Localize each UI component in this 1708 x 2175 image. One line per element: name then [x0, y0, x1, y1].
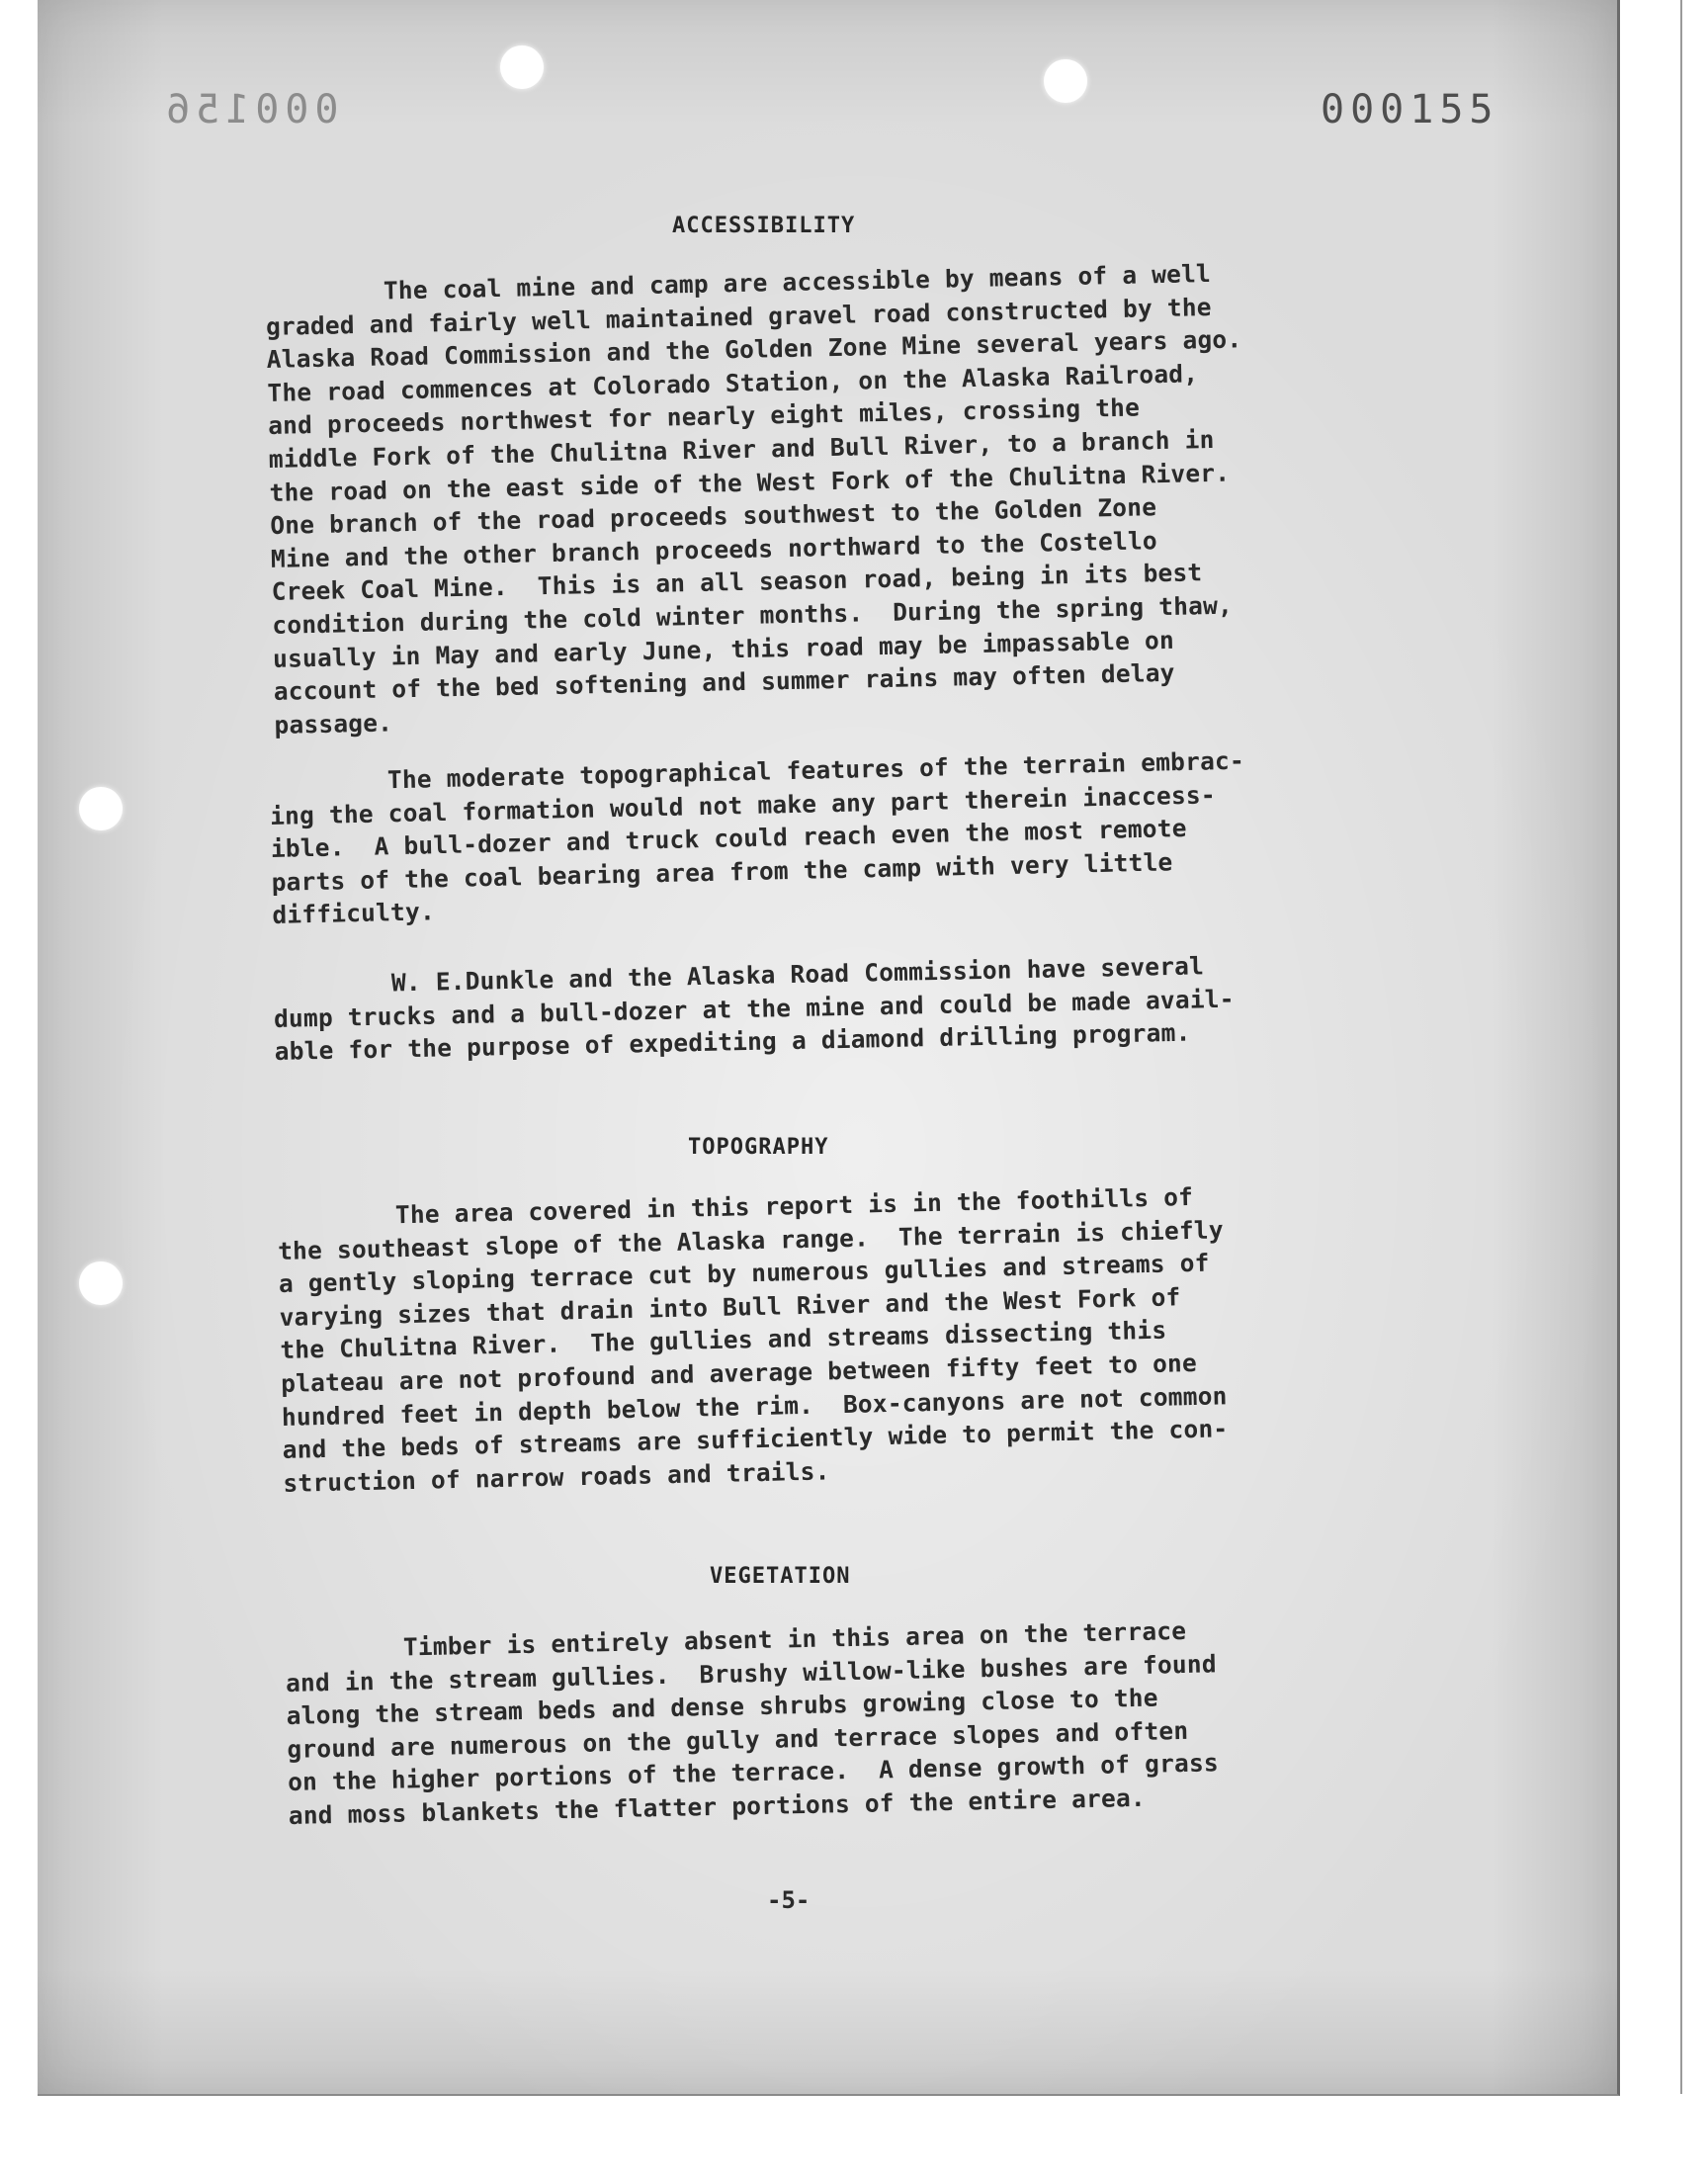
- paragraph-accessibility-2: The moderate topographical features of the terrain embrac- ing the coal formation would not make any part therein inaccess- ible. A bull-dozer and truck could reach even the most remote parts of the coal bearing area from the camp with very little difficulty.: [269, 745, 1245, 930]
- paragraph-topography: The area covered in this report is in the foothills of the southeast slope of the Alaska range. The terrain is chiefly a gently sloping terrace cut by numerous gullies and streams of varying sizes that drain into Bull River and the West Fork of the Chulitna River. The gullies and streams dissecting this plateau are not profound and average between fifty feet to one hundred feet in depth below the rim. Box-canyons are not common and the beds of streams are sufficiently wide to permit the con- struction of narrow roads and trails.: [277, 1181, 1229, 1498]
- page-edge-divider: [1680, 0, 1682, 2094]
- heading-topography: TOPOGRAPHY: [688, 1135, 829, 1160]
- page-serial-number: 000155: [1321, 87, 1499, 132]
- paragraph-vegetation: Timber is entirely absent in this area on the terrace and in the stream gullies. Brushy willow-like bushes are found along the stream beds and dense shrubs growing close to the ground are numerous on the gully and terrace slopes and often on the higher portions of the terrace. A dense growth of grass and moss blankets the flatter portions of the entire area.: [285, 1615, 1220, 1830]
- paragraph-accessibility-3: W. E.Dunkle and the Alaska Road Commission have several dump trucks and a bull-dozer at the mine and could be made avail- able for the purpose of expediting a diamond drilling program.: [273, 951, 1235, 1067]
- heading-accessibility: ACCESSIBILITY: [672, 214, 856, 238]
- bleed-through-page-number: 000156: [160, 87, 339, 132]
- punch-hole-low-left: [79, 1262, 123, 1305]
- heading-vegetation: VEGETATION: [710, 1564, 851, 1589]
- punch-hole-top-left: [500, 45, 544, 89]
- punch-hole-mid-left: [79, 787, 123, 830]
- punch-hole-top-right: [1044, 59, 1087, 103]
- page-number: -5-: [767, 1886, 811, 1914]
- paragraph-accessibility-1: The coal mine and camp are accessible by means of a well graded and fairly well maintained gravel road constructed by the Alaska Road Commission and the Golden Zone Mine several years ago. The road commences at Colorado Station, on the Alaska Railroad, and proceeds northwest for nearly eight miles, crossing the middle Fork of the Chulitna River and Bull River, to a branch in the road on the east side of the West Fork of the Chulitna River. One branch of the road proceeds southwest to the Golden Zone Mine and the other branch proceeds northward to the Costello Creek Coal Mine. This is an all season road, being in its best condition during the cold winter months. During the spring thaw, usually in May and early June, this road may be impassable on account of the bed softening and summer rains may often delay passage.: [265, 258, 1242, 740]
